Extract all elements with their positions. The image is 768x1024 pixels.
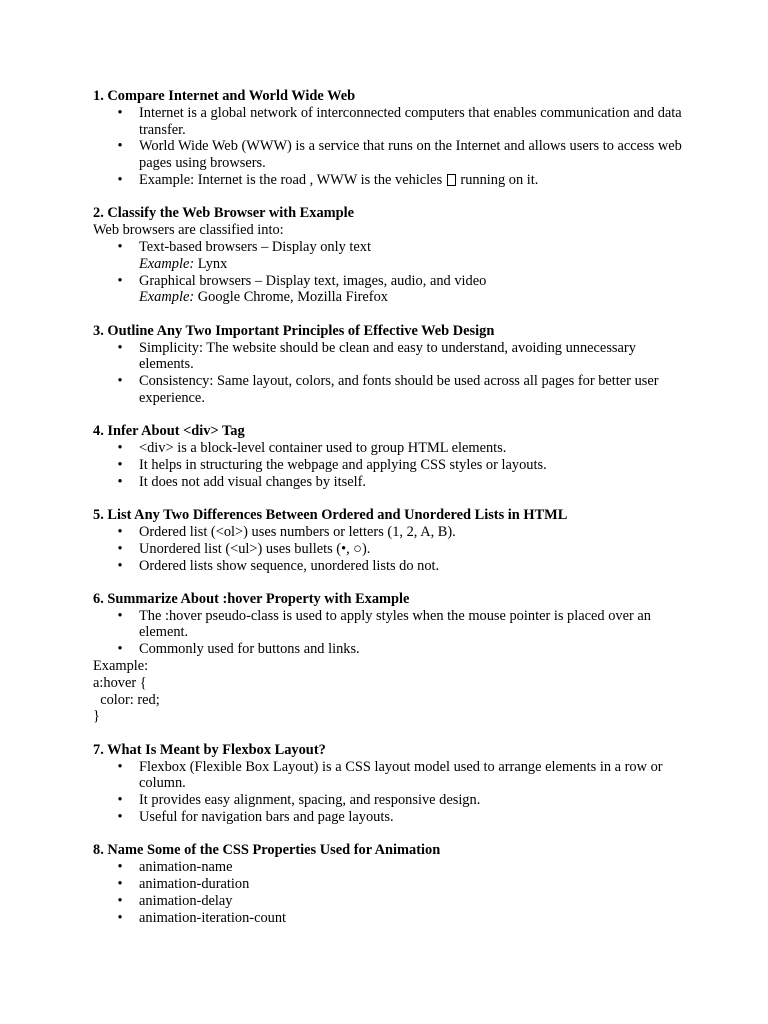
section-intro: Web browsers are classified into: bbox=[93, 222, 284, 239]
section-internet-vs-www bbox=[93, 88, 683, 189]
list-item bbox=[93, 759, 683, 793]
section-css-animation bbox=[93, 842, 683, 926]
list-item-text: Consistency: Same layout, colors, and fonts should be used across all pages for better user experience. bbox=[139, 373, 659, 406]
list-item-text: Useful for navigation bars and page layouts. bbox=[139, 809, 394, 826]
section-web-browsers bbox=[93, 205, 683, 306]
example-line bbox=[139, 289, 683, 306]
bullet-icon: • bbox=[117, 473, 123, 490]
section-hover-property bbox=[93, 591, 683, 725]
list-item bbox=[93, 541, 683, 558]
list-item bbox=[93, 859, 683, 876]
bullet-icon: • bbox=[117, 456, 123, 473]
list-item bbox=[93, 608, 683, 642]
code-example-line: color: red; bbox=[93, 691, 160, 708]
list-item bbox=[93, 524, 683, 541]
list-item-text: Ordered list (<ol>) uses numbers or letters (1, 2, A, B). bbox=[139, 523, 456, 540]
list-item-text: Flexbox (Flexible Box Layout) is a CSS layout model used to arrange elements in a row or column. bbox=[139, 758, 663, 792]
bullet-list bbox=[93, 340, 683, 407]
list-item bbox=[93, 474, 683, 491]
bullet-icon: • bbox=[117, 909, 123, 926]
example-line bbox=[139, 256, 683, 273]
bullet-icon: • bbox=[117, 758, 123, 775]
bullet-icon: • bbox=[117, 440, 123, 457]
bullet-icon: • bbox=[117, 792, 123, 809]
list-item-text: Text-based browsers – Display only text bbox=[139, 238, 371, 255]
example-text: Google Chrome, Mozilla Firefox bbox=[194, 289, 388, 306]
section-web-design-principles bbox=[93, 323, 683, 407]
bullet-icon: • bbox=[117, 892, 123, 909]
missing-glyph-icon bbox=[447, 174, 456, 186]
bullet-icon: • bbox=[117, 138, 123, 155]
bullet-list bbox=[93, 759, 683, 826]
list-item-text: <div> is a block-level container used to group HTML elements. bbox=[139, 440, 507, 457]
section-heading: 7. What Is Meant by Flexbox Layout? bbox=[93, 741, 326, 758]
list-item-text: World Wide Web (WWW) is a service that runs on the Internet and allows users to access web pages using browsers. bbox=[139, 138, 682, 172]
code-example-line: a:hover { bbox=[93, 674, 147, 691]
bullet-list bbox=[93, 105, 683, 189]
section-heading: 4. Infer About <div> Tag bbox=[93, 423, 245, 440]
list-item-text: It does not add visual changes by itself. bbox=[139, 473, 367, 490]
list-item bbox=[93, 876, 683, 893]
list-item bbox=[93, 792, 683, 809]
bullet-list bbox=[93, 859, 683, 926]
bullet-icon: • bbox=[117, 607, 123, 624]
list-item bbox=[93, 440, 683, 457]
bullet-icon: • bbox=[117, 171, 123, 188]
code-example-line: } bbox=[93, 708, 100, 725]
section-heading: 2. Classify the Web Browser with Example bbox=[93, 205, 355, 222]
list-item-text: The :hover pseudo-class is used to apply styles when the mouse pointer is placed over an element. bbox=[139, 607, 651, 641]
list-item bbox=[93, 910, 683, 927]
bullet-icon: • bbox=[117, 809, 123, 826]
section-heading: 1. Compare Internet and World Wide Web bbox=[93, 88, 356, 104]
section-heading: 5. List Any Two Differences Between Ordered and Unordered Lists in HTML bbox=[93, 507, 568, 524]
list-item bbox=[93, 809, 683, 826]
bullet-icon: • bbox=[117, 373, 123, 390]
example-label: Example: bbox=[139, 289, 195, 306]
section-heading: 3. Outline Any Two Important Principles of Effective Web Design bbox=[93, 322, 495, 339]
bullet-icon: • bbox=[117, 641, 123, 658]
section-heading: 6. Summarize About :hover Property with Example bbox=[93, 590, 410, 607]
list-item bbox=[93, 172, 683, 189]
bullet-icon: • bbox=[117, 540, 123, 557]
list-item-text: animation-delay bbox=[139, 892, 233, 909]
list-item-text: animation-duration bbox=[139, 876, 250, 893]
list-item-text: Commonly used for buttons and links. bbox=[139, 641, 360, 658]
bullet-icon: • bbox=[117, 238, 123, 255]
list-item bbox=[93, 239, 683, 273]
list-item bbox=[93, 138, 683, 172]
example-text: Lynx bbox=[194, 255, 228, 272]
list-item-text: It provides easy alignment, spacing, and responsive design. bbox=[139, 792, 481, 809]
bullet-icon: • bbox=[117, 339, 123, 356]
list-item-text: Ordered lists show sequence, unordered lists do not. bbox=[139, 557, 440, 574]
list-item-text: Unordered list (<ul>) uses bullets (•, ○). bbox=[139, 540, 371, 557]
list-item-text: Graphical browsers – Display text, images, audio, and video bbox=[139, 272, 487, 289]
bullet-icon: • bbox=[117, 104, 123, 121]
list-item bbox=[93, 641, 683, 658]
section-heading: 8. Name Some of the CSS Properties Used for Animation bbox=[93, 842, 441, 859]
list-item-text: animation-iteration-count bbox=[139, 909, 287, 926]
bullet-list bbox=[93, 608, 683, 658]
list-item bbox=[93, 340, 683, 374]
list-item bbox=[93, 893, 683, 910]
document-content bbox=[93, 88, 683, 943]
list-item-text: animation-name bbox=[139, 859, 233, 876]
list-item-text-continued: running on it. bbox=[460, 171, 539, 188]
bullet-icon: • bbox=[117, 876, 123, 893]
bullet-list bbox=[93, 239, 683, 306]
bullet-list bbox=[93, 524, 683, 574]
list-item-text: It helps in structuring the webpage and applying CSS styles or layouts. bbox=[139, 456, 547, 473]
list-item-text: Example: Internet is the road , WWW is the vehicles bbox=[139, 171, 443, 188]
section-ordered-vs-unordered bbox=[93, 507, 683, 574]
section-div-tag bbox=[93, 423, 683, 490]
list-item bbox=[93, 373, 683, 407]
list-item bbox=[93, 273, 683, 307]
bullet-icon: • bbox=[117, 859, 123, 876]
list-item bbox=[93, 105, 683, 139]
bullet-icon: • bbox=[117, 523, 123, 540]
bullet-list bbox=[93, 440, 683, 490]
code-example-line: Example: bbox=[93, 658, 149, 675]
list-item-text: Simplicity: The website should be clean and easy to understand, avoiding unnecessary elements. bbox=[139, 339, 636, 373]
list-item bbox=[93, 558, 683, 575]
example-label: Example: bbox=[139, 255, 195, 272]
section-flexbox bbox=[93, 742, 683, 826]
bullet-icon: • bbox=[117, 272, 123, 289]
bullet-icon: • bbox=[117, 557, 123, 574]
list-item bbox=[93, 457, 683, 474]
list-item-text: Internet is a global network of interconnected computers that enables communication and data transfer. bbox=[139, 104, 682, 138]
